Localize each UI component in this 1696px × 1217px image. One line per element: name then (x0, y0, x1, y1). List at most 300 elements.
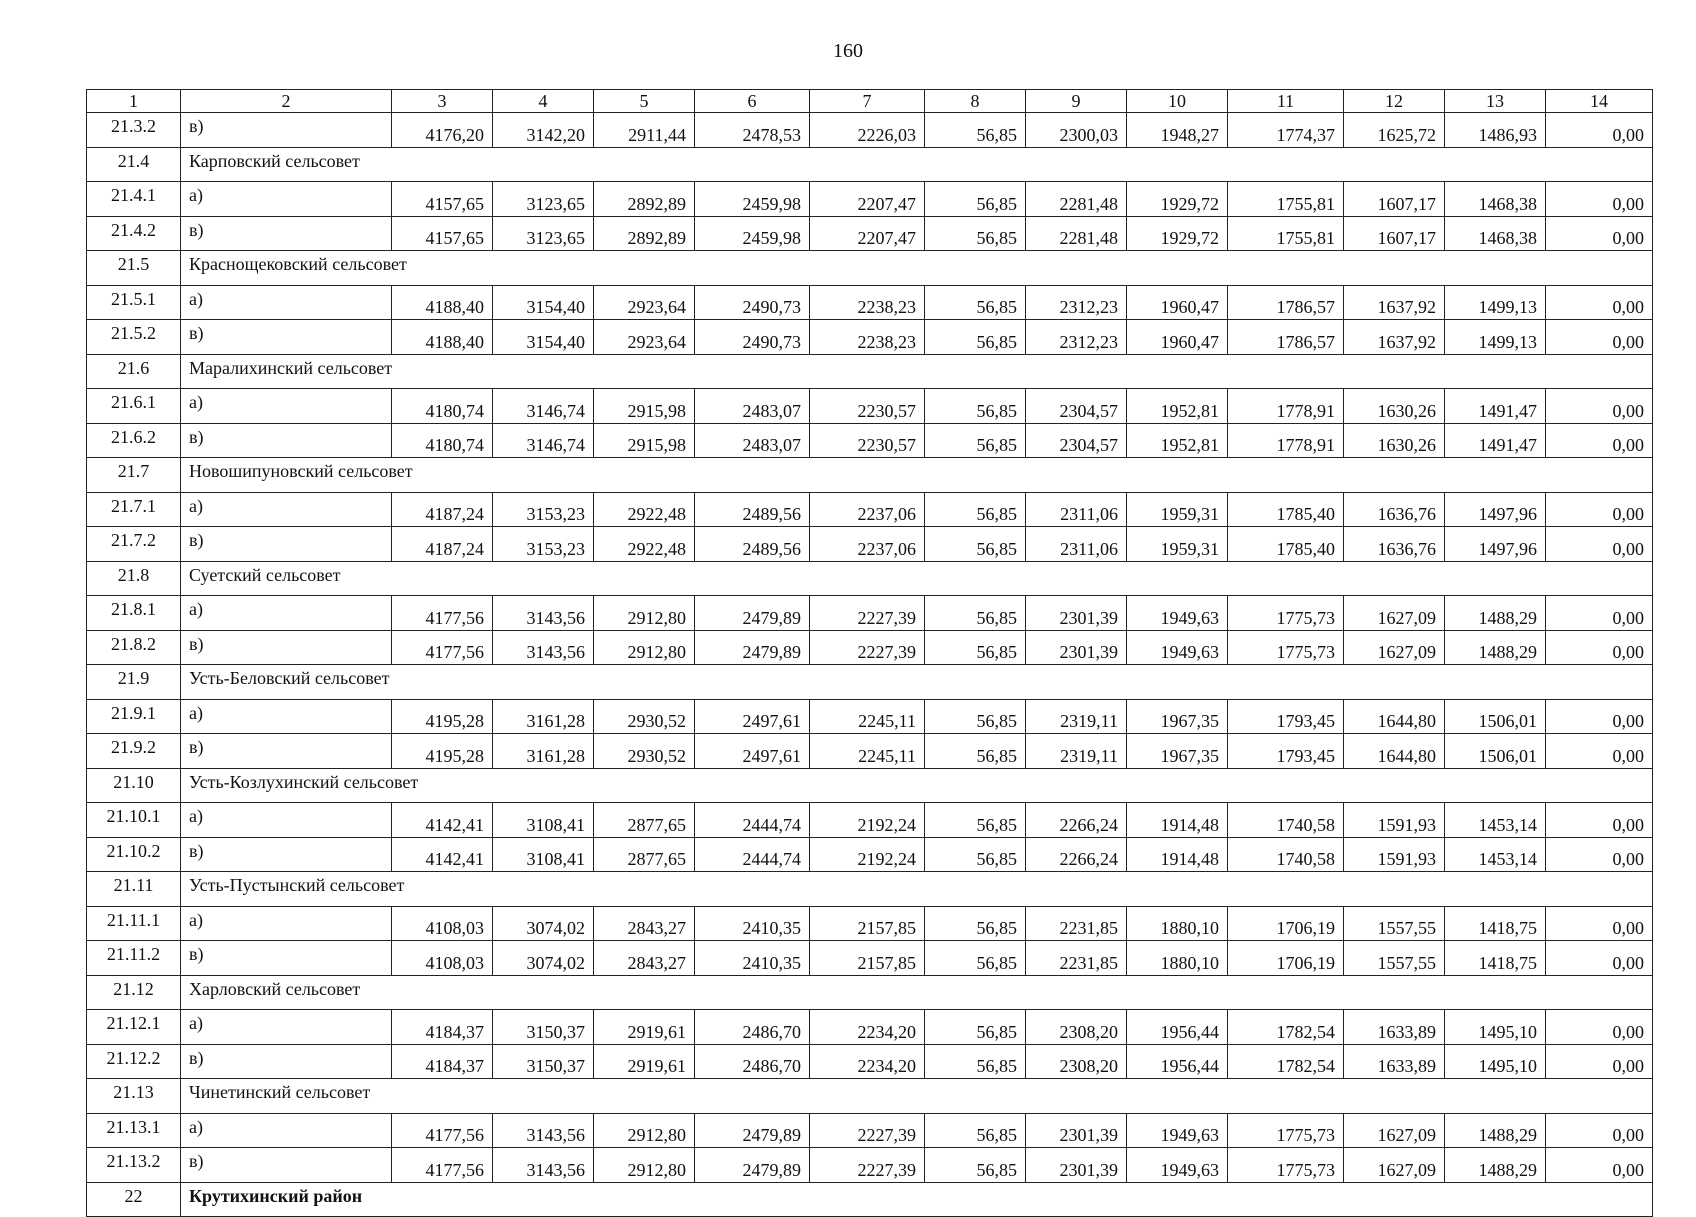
column-number-row (87, 90, 1653, 113)
section-name: Усть-Козлухинский сельсовет (181, 768, 1653, 803)
value-cell: 2911,44 (594, 113, 695, 148)
row-subitem: а) (181, 285, 392, 320)
value-cell: 2157,85 (810, 941, 925, 976)
table-row (87, 734, 1653, 769)
value-cell: 0,00 (1546, 941, 1653, 976)
value-cell: 56,85 (925, 389, 1026, 424)
row-code: 21.8.2 (87, 630, 181, 665)
value-cell: 0,00 (1546, 837, 1653, 872)
value-cell: 1625,72 (1344, 113, 1445, 148)
value-cell: 1627,09 (1344, 630, 1445, 665)
value-cell: 2459,98 (695, 182, 810, 217)
value-cell: 4157,65 (392, 216, 493, 251)
value-cell: 0,00 (1546, 216, 1653, 251)
value-cell: 0,00 (1546, 630, 1653, 665)
row-code: 21.13.1 (87, 1113, 181, 1148)
row-code: 21.3.2 (87, 113, 181, 148)
value-cell: 4184,37 (392, 1044, 493, 1079)
row-code: 21.4.1 (87, 182, 181, 217)
value-cell: 2319,11 (1026, 734, 1127, 769)
column-number-cell: 2 (181, 90, 392, 113)
value-cell: 2923,64 (594, 285, 695, 320)
value-cell: 2301,39 (1026, 596, 1127, 631)
value-cell: 3123,65 (493, 216, 594, 251)
value-cell: 3143,56 (493, 630, 594, 665)
value-cell: 1778,91 (1228, 389, 1344, 424)
value-cell: 56,85 (925, 527, 1026, 562)
value-cell: 2312,23 (1026, 320, 1127, 355)
value-cell: 2311,06 (1026, 492, 1127, 527)
value-cell: 2227,39 (810, 1113, 925, 1148)
table-row (87, 285, 1653, 320)
value-cell: 4184,37 (392, 1010, 493, 1045)
value-cell: 0,00 (1546, 1044, 1653, 1079)
value-cell: 0,00 (1546, 734, 1653, 769)
value-cell: 1636,76 (1344, 492, 1445, 527)
column-number-cell: 9 (1026, 90, 1127, 113)
section-name: Суетский сельсовет (181, 561, 1653, 596)
value-cell: 0,00 (1546, 906, 1653, 941)
table-row (87, 837, 1653, 872)
section-row (87, 1182, 1653, 1217)
value-cell: 1793,45 (1228, 734, 1344, 769)
value-cell: 1755,81 (1228, 182, 1344, 217)
value-cell: 1557,55 (1344, 906, 1445, 941)
value-cell: 1591,93 (1344, 803, 1445, 838)
value-cell: 1491,47 (1445, 389, 1546, 424)
value-cell: 2444,74 (695, 803, 810, 838)
value-cell: 2308,20 (1026, 1010, 1127, 1045)
value-cell: 3143,56 (493, 1113, 594, 1148)
column-number-cell: 8 (925, 90, 1026, 113)
value-cell: 0,00 (1546, 423, 1653, 458)
value-cell: 2281,48 (1026, 216, 1127, 251)
table-row (87, 389, 1653, 424)
value-cell: 2892,89 (594, 216, 695, 251)
value-cell: 1706,19 (1228, 906, 1344, 941)
column-number-cell: 13 (1445, 90, 1546, 113)
value-cell: 4108,03 (392, 906, 493, 941)
value-cell: 1914,48 (1127, 803, 1228, 838)
value-cell: 2922,48 (594, 527, 695, 562)
value-cell: 1499,13 (1445, 285, 1546, 320)
value-cell: 2308,20 (1026, 1044, 1127, 1079)
value-cell: 4188,40 (392, 320, 493, 355)
value-cell: 1740,58 (1228, 803, 1344, 838)
value-cell: 4177,56 (392, 630, 493, 665)
value-cell: 2930,52 (594, 699, 695, 734)
row-code: 21.13.2 (87, 1148, 181, 1183)
section-row (87, 975, 1653, 1010)
value-cell: 2319,11 (1026, 699, 1127, 734)
value-cell: 3161,28 (493, 699, 594, 734)
value-cell: 2226,03 (810, 113, 925, 148)
value-cell: 2479,89 (695, 596, 810, 631)
value-cell: 1607,17 (1344, 216, 1445, 251)
value-cell: 56,85 (925, 837, 1026, 872)
value-cell: 1956,44 (1127, 1010, 1228, 1045)
value-cell: 3153,23 (493, 492, 594, 527)
value-cell: 1786,57 (1228, 320, 1344, 355)
row-code: 21.5 (87, 251, 181, 286)
value-cell: 1627,09 (1344, 596, 1445, 631)
column-number-cell: 7 (810, 90, 925, 113)
value-cell: 2227,39 (810, 1148, 925, 1183)
value-cell: 1488,29 (1445, 1148, 1546, 1183)
value-cell: 1949,63 (1127, 1113, 1228, 1148)
value-cell: 1956,44 (1127, 1044, 1228, 1079)
row-code: 21.9.2 (87, 734, 181, 769)
value-cell: 0,00 (1546, 320, 1653, 355)
value-cell: 2486,70 (695, 1044, 810, 1079)
value-cell: 1637,92 (1344, 285, 1445, 320)
row-code: 21.8 (87, 561, 181, 596)
section-name: Усть-Пустынский сельсовет (181, 872, 1653, 907)
value-cell: 0,00 (1546, 113, 1653, 148)
value-cell: 2930,52 (594, 734, 695, 769)
value-cell: 2912,80 (594, 1148, 695, 1183)
value-cell: 0,00 (1546, 1010, 1653, 1045)
value-cell: 56,85 (925, 1148, 1026, 1183)
value-cell: 2237,06 (810, 527, 925, 562)
table-row (87, 527, 1653, 562)
value-cell: 1778,91 (1228, 423, 1344, 458)
value-cell: 56,85 (925, 1113, 1026, 1148)
value-cell: 1967,35 (1127, 734, 1228, 769)
section-row (87, 665, 1653, 700)
value-cell: 1960,47 (1127, 285, 1228, 320)
value-cell: 1418,75 (1445, 906, 1546, 941)
value-cell: 2311,06 (1026, 527, 1127, 562)
row-subitem: в) (181, 423, 392, 458)
section-name: Новошипуновский сельсовет (181, 458, 1653, 493)
row-code: 21.4 (87, 147, 181, 182)
value-cell: 0,00 (1546, 699, 1653, 734)
value-cell: 2238,23 (810, 285, 925, 320)
value-cell: 2304,57 (1026, 389, 1127, 424)
table-row (87, 906, 1653, 941)
value-cell: 2266,24 (1026, 803, 1127, 838)
value-cell: 56,85 (925, 699, 1026, 734)
value-cell: 56,85 (925, 216, 1026, 251)
value-cell: 0,00 (1546, 527, 1653, 562)
value-cell: 2497,61 (695, 699, 810, 734)
value-cell: 1488,29 (1445, 596, 1546, 631)
row-subitem: в) (181, 734, 392, 769)
value-cell: 1468,38 (1445, 182, 1546, 217)
value-cell: 1491,47 (1445, 423, 1546, 458)
value-cell: 2922,48 (594, 492, 695, 527)
page-number: 160 (833, 40, 863, 62)
value-cell: 1952,81 (1127, 389, 1228, 424)
value-cell: 1929,72 (1127, 182, 1228, 217)
section-row (87, 1079, 1653, 1114)
section-row (87, 147, 1653, 182)
value-cell: 3143,56 (493, 596, 594, 631)
value-cell: 3146,74 (493, 423, 594, 458)
value-cell: 1497,96 (1445, 492, 1546, 527)
value-cell: 56,85 (925, 423, 1026, 458)
value-cell: 1967,35 (1127, 699, 1228, 734)
column-number-cell: 14 (1546, 90, 1653, 113)
value-cell: 2490,73 (695, 285, 810, 320)
value-cell: 1929,72 (1127, 216, 1228, 251)
value-cell: 1506,01 (1445, 734, 1546, 769)
value-cell: 4108,03 (392, 941, 493, 976)
row-code: 21.9.1 (87, 699, 181, 734)
value-cell: 2230,57 (810, 423, 925, 458)
value-cell: 2304,57 (1026, 423, 1127, 458)
value-cell: 1630,26 (1344, 423, 1445, 458)
row-subitem: а) (181, 182, 392, 217)
value-cell: 0,00 (1546, 285, 1653, 320)
table-row (87, 630, 1653, 665)
value-cell: 2227,39 (810, 596, 925, 631)
value-cell: 3154,40 (493, 320, 594, 355)
row-subitem: а) (181, 1113, 392, 1148)
value-cell: 2245,11 (810, 734, 925, 769)
value-cell: 2157,85 (810, 906, 925, 941)
row-subitem: в) (181, 320, 392, 355)
value-cell: 56,85 (925, 1010, 1026, 1045)
value-cell: 1960,47 (1127, 320, 1228, 355)
row-code: 21.11.2 (87, 941, 181, 976)
table-row (87, 1148, 1653, 1183)
value-cell: 3161,28 (493, 734, 594, 769)
row-subitem: в) (181, 941, 392, 976)
value-cell: 2301,39 (1026, 630, 1127, 665)
row-subitem: в) (181, 216, 392, 251)
row-subitem: в) (181, 1148, 392, 1183)
value-cell: 2301,39 (1026, 1113, 1127, 1148)
value-cell: 1453,14 (1445, 837, 1546, 872)
value-cell: 1644,80 (1344, 699, 1445, 734)
value-cell: 2877,65 (594, 837, 695, 872)
column-number-cell: 3 (392, 90, 493, 113)
table-row (87, 699, 1653, 734)
value-cell: 1959,31 (1127, 492, 1228, 527)
column-number-cell: 12 (1344, 90, 1445, 113)
value-cell: 2230,57 (810, 389, 925, 424)
value-cell: 2478,53 (695, 113, 810, 148)
value-cell: 1453,14 (1445, 803, 1546, 838)
value-cell: 56,85 (925, 941, 1026, 976)
value-cell: 2410,35 (695, 941, 810, 976)
value-cell: 0,00 (1546, 1148, 1653, 1183)
row-code: 21.5.2 (87, 320, 181, 355)
value-cell: 2483,07 (695, 389, 810, 424)
value-cell: 1775,73 (1228, 1148, 1344, 1183)
row-subitem: а) (181, 389, 392, 424)
value-cell: 2231,85 (1026, 941, 1127, 976)
row-subitem: а) (181, 803, 392, 838)
table-row (87, 1044, 1653, 1079)
value-cell: 2227,39 (810, 630, 925, 665)
value-cell: 1636,76 (1344, 527, 1445, 562)
value-cell: 1499,13 (1445, 320, 1546, 355)
row-subitem: а) (181, 699, 392, 734)
value-cell: 4177,56 (392, 1148, 493, 1183)
value-cell: 1488,29 (1445, 630, 1546, 665)
value-cell: 0,00 (1546, 389, 1653, 424)
value-cell: 1637,92 (1344, 320, 1445, 355)
value-cell: 1785,40 (1228, 492, 1344, 527)
value-cell: 56,85 (925, 734, 1026, 769)
row-code: 21.5.1 (87, 285, 181, 320)
value-cell: 2234,20 (810, 1044, 925, 1079)
value-cell: 1775,73 (1228, 596, 1344, 631)
value-cell: 1468,38 (1445, 216, 1546, 251)
value-cell: 4142,41 (392, 803, 493, 838)
value-cell: 1557,55 (1344, 941, 1445, 976)
value-cell: 2877,65 (594, 803, 695, 838)
value-cell: 2843,27 (594, 941, 695, 976)
value-cell: 4180,74 (392, 423, 493, 458)
column-number-cell: 11 (1228, 90, 1344, 113)
value-cell: 2245,11 (810, 699, 925, 734)
value-cell: 3143,56 (493, 1148, 594, 1183)
value-cell: 2207,47 (810, 182, 925, 217)
table-row (87, 320, 1653, 355)
row-code: 21.7.2 (87, 527, 181, 562)
section-name: Крутихинский район (181, 1182, 1653, 1217)
row-code: 21.13 (87, 1079, 181, 1114)
row-subitem: в) (181, 630, 392, 665)
value-cell: 0,00 (1546, 803, 1653, 838)
column-number-cell: 10 (1127, 90, 1228, 113)
value-cell: 4188,40 (392, 285, 493, 320)
value-cell: 2444,74 (695, 837, 810, 872)
row-subitem: в) (181, 1044, 392, 1079)
value-cell: 1782,54 (1228, 1010, 1344, 1045)
section-row (87, 354, 1653, 389)
value-cell: 2238,23 (810, 320, 925, 355)
value-cell: 2489,56 (695, 527, 810, 562)
value-cell: 2912,80 (594, 630, 695, 665)
value-cell: 1793,45 (1228, 699, 1344, 734)
value-cell: 0,00 (1546, 182, 1653, 217)
value-cell: 1786,57 (1228, 285, 1344, 320)
row-code: 21.7 (87, 458, 181, 493)
value-cell: 2892,89 (594, 182, 695, 217)
value-cell: 2192,24 (810, 837, 925, 872)
section-row (87, 872, 1653, 907)
section-name: Карповский сельсовет (181, 147, 1653, 182)
value-cell: 56,85 (925, 113, 1026, 148)
row-subitem: а) (181, 492, 392, 527)
row-code: 21.6 (87, 354, 181, 389)
value-cell: 2479,89 (695, 1148, 810, 1183)
value-cell: 1952,81 (1127, 423, 1228, 458)
value-cell: 2479,89 (695, 1113, 810, 1148)
value-cell: 56,85 (925, 906, 1026, 941)
value-cell: 56,85 (925, 320, 1026, 355)
value-cell: 1607,17 (1344, 182, 1445, 217)
value-cell: 3153,23 (493, 527, 594, 562)
value-cell: 0,00 (1546, 596, 1653, 631)
value-cell: 1914,48 (1127, 837, 1228, 872)
value-cell: 1785,40 (1228, 527, 1344, 562)
row-code: 21.10 (87, 768, 181, 803)
value-cell: 3123,65 (493, 182, 594, 217)
value-cell: 2312,23 (1026, 285, 1127, 320)
row-code: 21.6.2 (87, 423, 181, 458)
value-cell: 56,85 (925, 630, 1026, 665)
value-cell: 2459,98 (695, 216, 810, 251)
table-row (87, 941, 1653, 976)
value-cell: 3142,20 (493, 113, 594, 148)
value-cell: 1488,29 (1445, 1113, 1546, 1148)
value-cell: 2231,85 (1026, 906, 1127, 941)
row-subitem: а) (181, 1010, 392, 1045)
value-cell: 56,85 (925, 803, 1026, 838)
value-cell: 2490,73 (695, 320, 810, 355)
value-cell: 1880,10 (1127, 941, 1228, 976)
value-cell: 1949,63 (1127, 1148, 1228, 1183)
value-cell: 2281,48 (1026, 182, 1127, 217)
value-cell: 1706,19 (1228, 941, 1344, 976)
section-name: Маралихинский сельсовет (181, 354, 1653, 389)
value-cell: 2923,64 (594, 320, 695, 355)
value-cell: 3108,41 (493, 837, 594, 872)
value-cell: 1506,01 (1445, 699, 1546, 734)
row-code: 21.7.1 (87, 492, 181, 527)
table-row (87, 1010, 1653, 1045)
value-cell: 1774,37 (1228, 113, 1344, 148)
section-row (87, 768, 1653, 803)
section-name: Чинетинский сельсовет (181, 1079, 1653, 1114)
value-cell: 4142,41 (392, 837, 493, 872)
value-cell: 2300,03 (1026, 113, 1127, 148)
value-cell: 4176,20 (392, 113, 493, 148)
value-cell: 2912,80 (594, 596, 695, 631)
table-row (87, 1113, 1653, 1148)
value-cell: 1959,31 (1127, 527, 1228, 562)
value-cell: 3074,02 (493, 906, 594, 941)
value-cell: 2915,98 (594, 389, 695, 424)
row-code: 21.9 (87, 665, 181, 700)
value-cell: 1633,89 (1344, 1044, 1445, 1079)
value-cell: 3108,41 (493, 803, 594, 838)
value-cell: 4177,56 (392, 596, 493, 631)
value-cell: 1497,96 (1445, 527, 1546, 562)
value-cell: 1495,10 (1445, 1010, 1546, 1045)
value-cell: 2919,61 (594, 1044, 695, 1079)
value-cell: 2843,27 (594, 906, 695, 941)
value-cell: 2919,61 (594, 1010, 695, 1045)
value-cell: 2234,20 (810, 1010, 925, 1045)
row-code: 21.10.2 (87, 837, 181, 872)
row-subitem: а) (181, 596, 392, 631)
value-cell: 1755,81 (1228, 216, 1344, 251)
section-row (87, 251, 1653, 286)
value-cell: 1627,09 (1344, 1148, 1445, 1183)
section-name: Усть-Беловский сельсовет (181, 665, 1653, 700)
value-cell: 4187,24 (392, 527, 493, 562)
value-cell: 0,00 (1546, 492, 1653, 527)
value-cell: 4157,65 (392, 182, 493, 217)
value-cell: 2486,70 (695, 1010, 810, 1045)
row-subitem: в) (181, 113, 392, 148)
row-subitem: в) (181, 527, 392, 562)
row-subitem: в) (181, 837, 392, 872)
row-code: 21.11.1 (87, 906, 181, 941)
section-name: Краснощековский сельсовет (181, 251, 1653, 286)
table-row (87, 423, 1653, 458)
value-cell: 3150,37 (493, 1010, 594, 1045)
table-row (87, 182, 1653, 217)
row-code: 21.11 (87, 872, 181, 907)
